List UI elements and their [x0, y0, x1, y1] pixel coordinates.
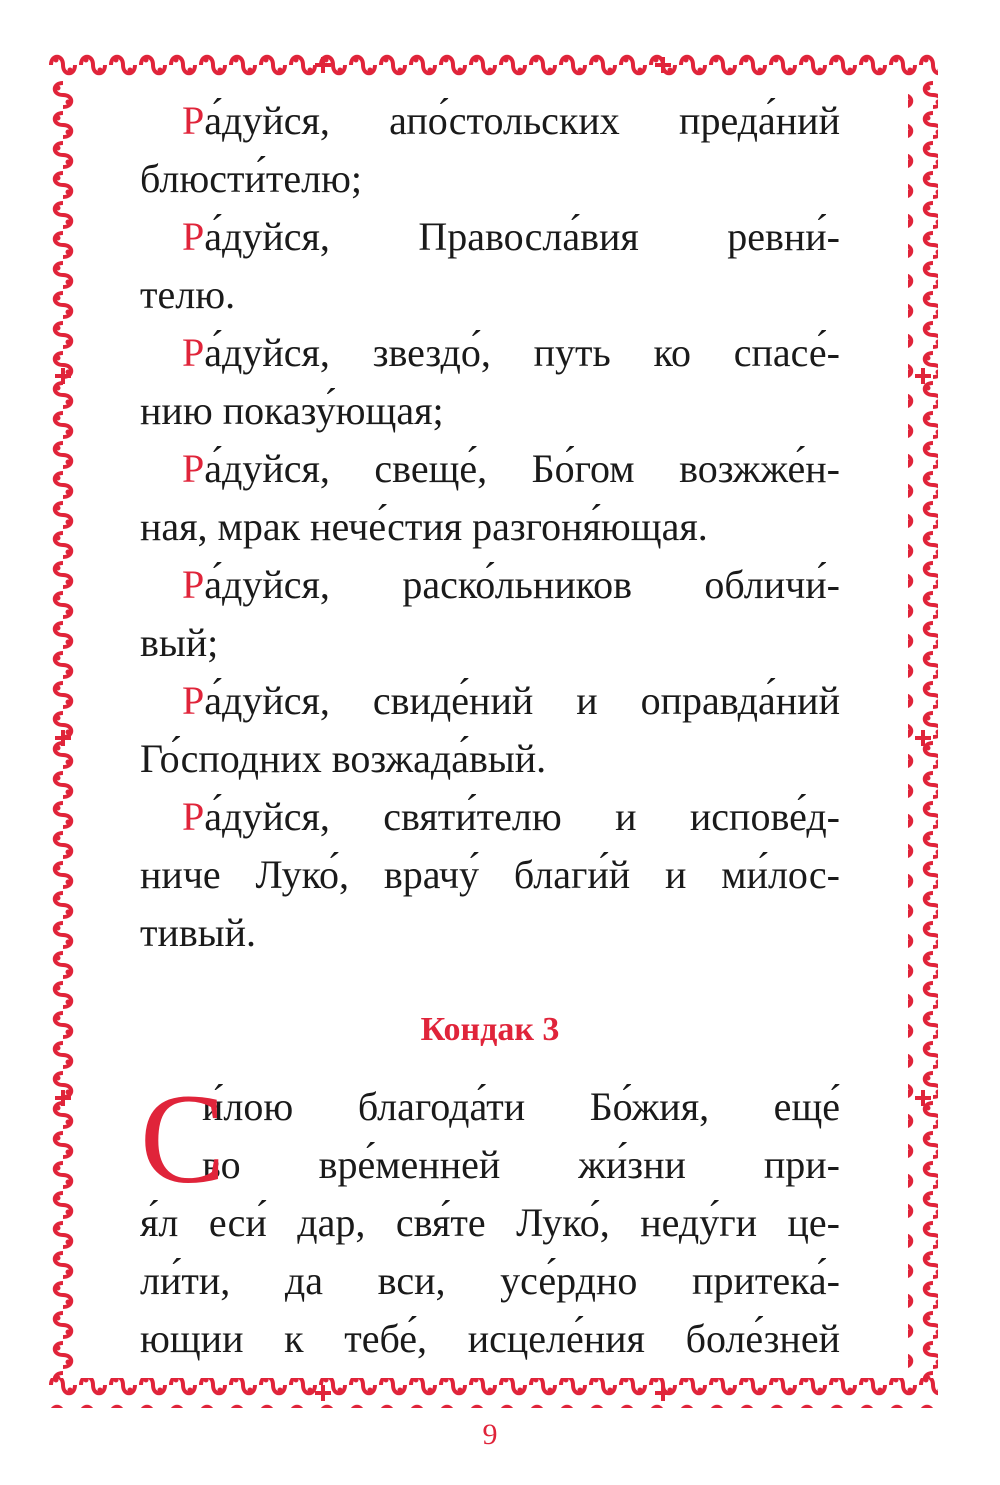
- initial-letter: Р: [182, 794, 205, 839]
- initial-letter: Р: [182, 214, 205, 259]
- kondak-line-3: я́л еси́ дар, свя́те Луко́, неду́ги це-: [140, 1200, 840, 1245]
- stanza-2: Ра́дуйся, Правосла́вия ревни́- телю.: [140, 214, 840, 317]
- kondak-line-5: ющии к тебе́, исцеле́ния боле́зней: [140, 1316, 840, 1361]
- kondak-heading: Кондак 3: [420, 1011, 560, 1048]
- kondak-line-1: и́лою благода́ти Бо́жия, еще́: [202, 1084, 840, 1129]
- initial-letter: Р: [182, 330, 205, 375]
- page-number: 9: [482, 1418, 498, 1451]
- initial-letter: Р: [182, 98, 205, 143]
- kondak-line-4: ли́ти, да вси, усе́рдно притека́-: [140, 1258, 840, 1303]
- initial-letter: Р: [182, 678, 205, 723]
- stanza-6: Ра́дуйся, свиде́ний и оправда́ний Го́сподних возжада́вый.: [140, 678, 840, 781]
- stanza-1: Ра́дуйся, апо́стольских преда́ний блюсти́телю;: [140, 98, 840, 201]
- stanza-3: Ра́дуйся, звездо́, путь ко спасе́- нию показу́ющая;: [140, 330, 840, 433]
- kondak-line-2: во вре́менней жи́зни при-: [202, 1142, 840, 1187]
- kondak-body: [140, 1068, 840, 1368]
- drop-cap: С: [140, 1068, 226, 1210]
- stanza-5: Ра́дуйся, раско́льников обличи́- вый;: [140, 562, 840, 665]
- stanza-7: Ра́дуйся, святи́телю и испове́д- ниче Луко́, врачу́ благи́й и ми́лос- тивый.: [140, 794, 840, 955]
- initial-letter: Р: [182, 562, 205, 607]
- akathist-stanzas: [140, 92, 840, 962]
- stanza-4: Ра́дуйся, свеще́, Бо́гом возжже́н- ная, мрак нече́стия разгоня́ющая.: [140, 446, 840, 549]
- initial-letter: Р: [182, 446, 205, 491]
